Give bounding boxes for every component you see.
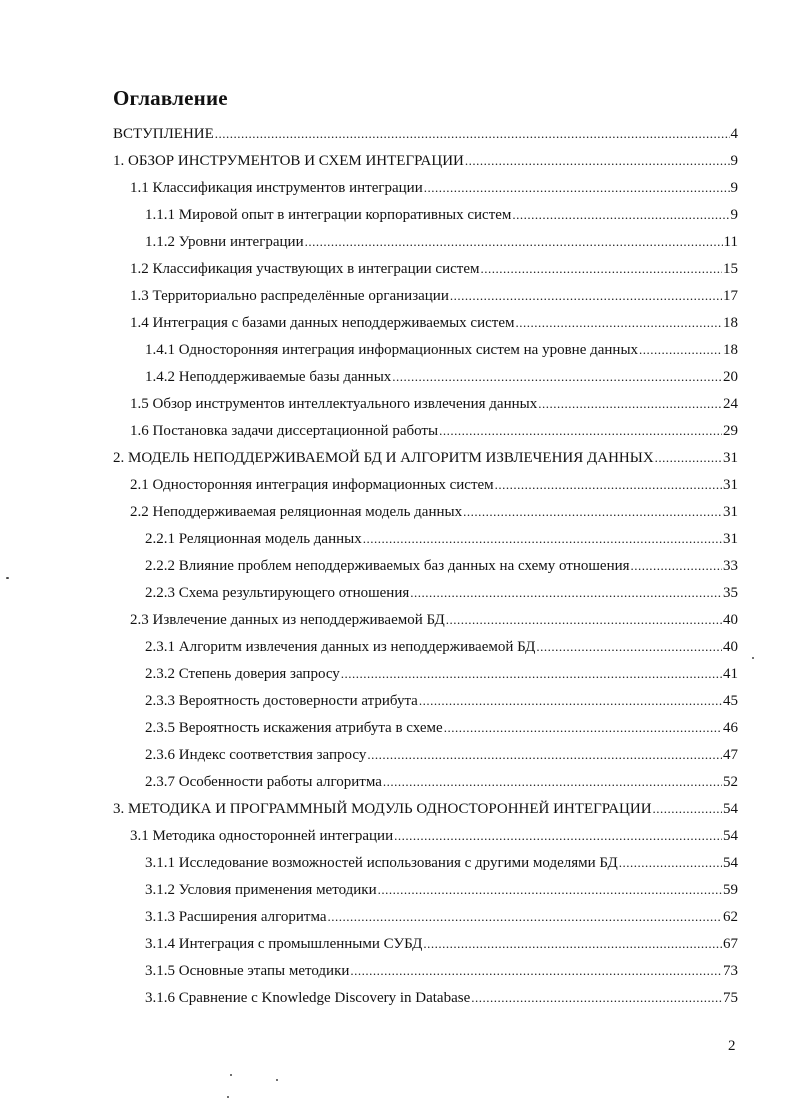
toc-dot-leader xyxy=(328,906,722,928)
toc-entry-page: 9 xyxy=(730,180,738,196)
toc-entry-page: 18 xyxy=(723,315,738,331)
toc-entry-label: 2.2.1 Реляционная модель данных xyxy=(145,531,362,547)
toc-entry-label: 2.3.5 Вероятность искажения атрибута в схеме xyxy=(145,720,443,736)
toc-entry-page: 17 xyxy=(723,288,738,304)
toc-entry[interactable] xyxy=(130,285,738,307)
toc-dot-leader xyxy=(619,852,722,874)
toc-entry[interactable] xyxy=(113,123,738,145)
toc-entry-label: 1.6 Постановка задачи диссертационной работы xyxy=(130,423,439,439)
toc-dot-leader xyxy=(350,960,722,982)
toc-dot-leader xyxy=(305,231,723,253)
toc-entry-page: 11 xyxy=(723,234,738,250)
toc-entry[interactable] xyxy=(130,501,738,523)
toc-entry-page: 31 xyxy=(723,450,738,466)
toc-entry[interactable] xyxy=(145,717,738,739)
toc-entry[interactable] xyxy=(145,366,738,388)
toc-entry-page: 9 xyxy=(730,207,738,223)
toc-entry-page: 54 xyxy=(723,828,738,844)
scan-speck xyxy=(230,1074,232,1076)
toc-entry[interactable] xyxy=(145,744,738,766)
toc-entry[interactable] xyxy=(145,231,738,253)
toc-entry-page: 9 xyxy=(730,153,738,169)
toc-entry-page: 15 xyxy=(723,261,738,277)
toc-entry-label: 2.3 Извлечение данных из неподдерживаемой БД xyxy=(130,612,445,628)
scan-speck xyxy=(276,1079,278,1081)
toc-entry[interactable] xyxy=(145,528,738,550)
toc-entry[interactable] xyxy=(130,474,738,496)
toc-dot-leader xyxy=(495,474,722,496)
toc-entry-page: 31 xyxy=(723,531,738,547)
toc-dot-leader xyxy=(450,285,722,307)
toc-entry-page: 46 xyxy=(723,720,738,736)
toc-entry-page: 62 xyxy=(723,909,738,925)
toc-entry-label: 3.1.5 Основные этапы методики xyxy=(145,963,350,979)
toc-entry[interactable] xyxy=(145,879,738,901)
toc-entry[interactable] xyxy=(113,798,738,820)
toc-dot-leader xyxy=(480,258,722,280)
toc-entry-label: 2.3.1 Алгоритм извлечения данных из неподдерживаемой БД xyxy=(145,639,536,655)
toc-entry[interactable] xyxy=(145,771,738,793)
toc-entry[interactable] xyxy=(130,258,738,280)
toc-entry-label: 1.4.2 Неподдерживаемые базы данных xyxy=(145,369,392,385)
page-number: 2 xyxy=(728,1038,736,1054)
toc-entry-label: ВСТУПЛЕНИЕ xyxy=(113,126,214,142)
scan-speck xyxy=(6,577,9,579)
toc-entry[interactable] xyxy=(145,690,738,712)
toc-entry-label: 1.1.2 Уровни интеграции xyxy=(145,234,304,250)
toc-dot-leader xyxy=(512,204,729,226)
toc-dot-leader xyxy=(378,879,722,901)
toc-entry[interactable] xyxy=(145,339,738,361)
toc-entry-page: 67 xyxy=(723,936,738,952)
toc-entry-label: 2. МОДЕЛЬ НЕПОДДЕРЖИВАЕМОЙ БД И АЛГОРИТМ ИЗВЛЕЧЕНИЯ ДАННЫХ xyxy=(113,450,654,466)
toc-entry-page: 29 xyxy=(723,423,738,439)
toc-entry-page: 73 xyxy=(723,963,738,979)
toc-entry-label: 1.3 Территориально распределённые организации xyxy=(130,288,449,304)
toc-entry[interactable] xyxy=(130,609,738,631)
toc-entry-page: 41 xyxy=(723,666,738,682)
toc-entry[interactable] xyxy=(130,420,738,442)
toc-dot-leader xyxy=(424,177,730,199)
toc-dot-leader xyxy=(383,771,722,793)
toc-entry-label: 1. ОБЗОР ИНСТРУМЕНТОВ И СХЕМ ИНТЕГРАЦИИ xyxy=(113,153,464,169)
toc-entry-page: 31 xyxy=(723,477,738,493)
toc-entry-page: 24 xyxy=(723,396,738,412)
toc-entry[interactable] xyxy=(145,987,738,1009)
toc-entry-label: 1.1 Классификация инструментов интеграции xyxy=(130,180,423,196)
scan-speck xyxy=(752,657,754,659)
toc-dot-leader xyxy=(639,339,722,361)
toc-entry-label: 1.4 Интеграция с базами данных неподдерживаемых систем xyxy=(130,315,515,331)
toc-dot-leader xyxy=(515,312,722,334)
toc-entry-page: 40 xyxy=(723,639,738,655)
toc-dot-leader xyxy=(655,447,722,469)
toc-entry[interactable] xyxy=(130,825,738,847)
toc-entry-label: 2.2.3 Схема результирующего отношения xyxy=(145,585,410,601)
toc-dot-leader xyxy=(446,609,722,631)
toc-dot-leader xyxy=(410,582,722,604)
toc-dot-leader xyxy=(439,420,722,442)
toc-dot-leader xyxy=(423,933,722,955)
toc-entry-label: 3.1.6 Сравнение с Knowledge Discovery in Database xyxy=(145,990,471,1006)
toc-dot-leader xyxy=(653,798,722,820)
toc-entry-page: 31 xyxy=(723,504,738,520)
toc-entry-page: 59 xyxy=(723,882,738,898)
toc-entry-label: 2.2.2 Влияние проблем неподдерживаемых баз данных на схему отношения xyxy=(145,558,630,574)
toc-entry-label: 3.1.2 Условия применения методики xyxy=(145,882,377,898)
toc-entry-page: 47 xyxy=(723,747,738,763)
toc-dot-leader xyxy=(463,501,722,523)
toc-dot-leader xyxy=(419,690,722,712)
toc-entry-page: 75 xyxy=(723,990,738,1006)
toc-entry-label: 3.1.1 Исследование возможностей использования с другими моделями БД xyxy=(145,855,618,871)
toc-entry[interactable] xyxy=(145,852,738,874)
toc-entry[interactable] xyxy=(145,582,738,604)
scan-speck xyxy=(227,1096,229,1098)
toc-entry-label: 3.1 Методика односторонней интеграции xyxy=(130,828,394,844)
toc-entry-page: 35 xyxy=(723,585,738,601)
toc-entry-label: 3.1.4 Интеграция с промышленными СУБД xyxy=(145,936,423,952)
toc-entry-label: 1.5 Обзор инструментов интеллектуального извлечения данных xyxy=(130,396,538,412)
toc-entry-label: 1.1.1 Мировой опыт в интеграции корпоративных систем xyxy=(145,207,512,223)
toc-entry-label: 1.4.1 Односторонняя интеграция информационных систем на уровне данных xyxy=(145,342,639,358)
toc-entry-page: 40 xyxy=(723,612,738,628)
toc-entry-label: 2.3.7 Особенности работы алгоритма xyxy=(145,774,382,790)
toc-entry-page: 52 xyxy=(723,774,738,790)
toc-entry-page: 54 xyxy=(723,855,738,871)
toc-entry-label: 3. МЕТОДИКА И ПРОГРАММНЫЙ МОДУЛЬ ОДНОСТОРОННЕЙ ИНТЕГРАЦИИ xyxy=(113,801,652,817)
toc-entry[interactable] xyxy=(145,960,738,982)
toc-entry-page: 4 xyxy=(730,126,738,142)
toc-entry[interactable] xyxy=(145,933,738,955)
toc-entry-label: 2.2 Неподдерживаемая реляционная модель данных xyxy=(130,504,463,520)
toc-entry-page: 45 xyxy=(723,693,738,709)
toc-entry[interactable] xyxy=(145,204,738,226)
toc-dot-leader xyxy=(444,717,722,739)
toc-entry[interactable] xyxy=(113,447,738,469)
toc-dot-leader xyxy=(538,393,722,415)
toc-dot-leader xyxy=(341,663,722,685)
toc-dot-leader xyxy=(471,987,722,1009)
toc-entry-label: 2.3.3 Вероятность достоверности атрибута xyxy=(145,693,418,709)
toc-entry-page: 20 xyxy=(723,369,738,385)
toc-entry-label: 1.2 Классификация участвующих в интеграции систем xyxy=(130,261,480,277)
toc-dot-leader xyxy=(392,366,722,388)
toc-entry-label: 2.3.6 Индекс соответствия запросу xyxy=(145,747,367,763)
toc-entry[interactable] xyxy=(145,636,738,658)
toc-dot-leader xyxy=(536,636,722,658)
toc-entry[interactable] xyxy=(130,312,738,334)
toc-entry[interactable] xyxy=(130,177,738,199)
toc-entry[interactable] xyxy=(145,663,738,685)
toc-dot-leader xyxy=(631,555,722,577)
toc-entry-label: 3.1.3 Расширения алгоритма xyxy=(145,909,327,925)
toc-entry-label: 2.3.2 Степень доверия запросу xyxy=(145,666,340,682)
toc-dot-leader xyxy=(367,744,722,766)
toc-entry-page: 54 xyxy=(723,801,738,817)
toc-dot-leader xyxy=(363,528,722,550)
toc-dot-leader xyxy=(215,123,730,145)
toc-entry[interactable] xyxy=(113,150,738,172)
toc-entry-page: 33 xyxy=(723,558,738,574)
toc-entry[interactable] xyxy=(145,555,738,577)
toc-entry-label: 2.1 Односторонняя интеграция информационных систем xyxy=(130,477,494,493)
toc-dot-leader xyxy=(465,150,730,172)
toc-entry-page: 18 xyxy=(723,342,738,358)
toc-title: Оглавление xyxy=(113,86,228,110)
toc-entry[interactable] xyxy=(145,906,738,928)
toc-entry[interactable] xyxy=(130,393,738,415)
toc-dot-leader xyxy=(394,825,722,847)
